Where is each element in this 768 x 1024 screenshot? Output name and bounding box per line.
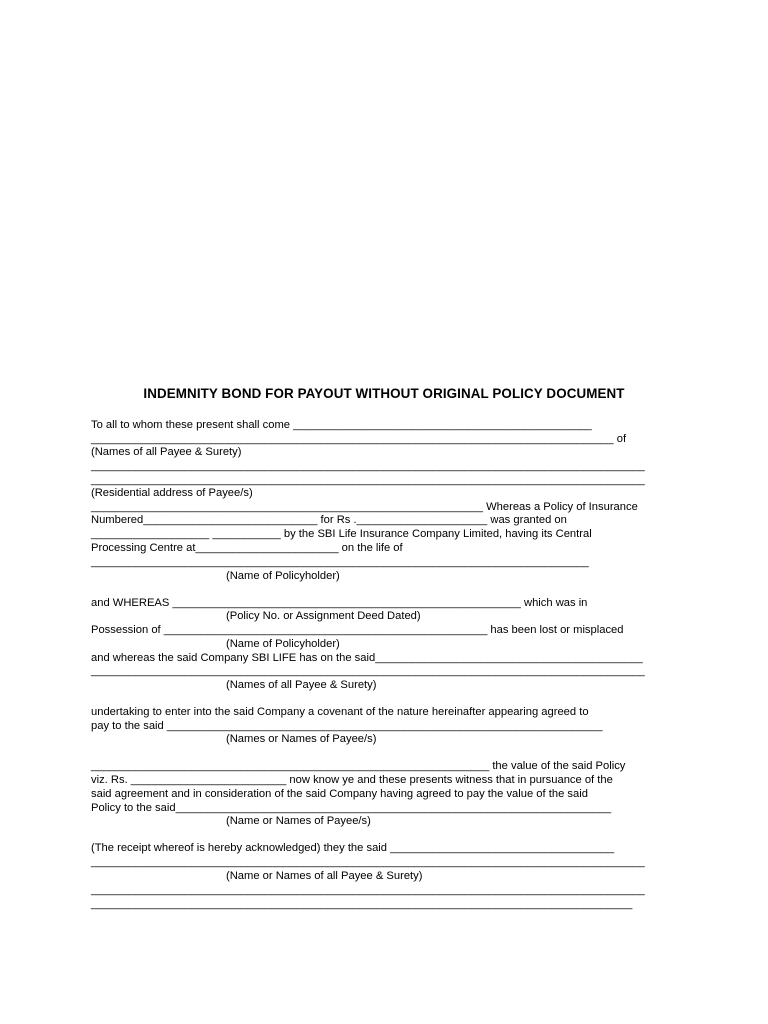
document-title: INDEMNITY BOND FOR PAYOUT WITHOUT ORIGINAL POLICY DOCUMENT — [143, 386, 625, 401]
blank-line: _______________________________________________________________________________________ — [91, 898, 633, 910]
text-line: viz. Rs. _________________________ now know ye and these presents witness that in pursuance of the — [91, 774, 613, 786]
text-line: To all to whom these present shall come ________________________________________________ — [91, 419, 592, 431]
text-line: pay to the said ______________________________________________________________________ — [91, 720, 603, 732]
text-line: Policy to the said______________________________________________________________________ — [91, 802, 612, 814]
blank-line: _________________________________________________________________________________________ — [91, 856, 645, 868]
text-line: undertaking to enter into the said Company a covenant of the nature hereinafter appearing agreed to — [91, 706, 589, 718]
text-line: and whereas the said Company SBI LIFE has on the said___________________________________________ — [91, 652, 643, 664]
field-caption: (Name of Policyholder) — [226, 638, 340, 650]
text-line: Possession of ____________________________________________________ has been lost or misplaced — [91, 624, 624, 636]
field-caption: (Policy No. or Assignment Deed Dated) — [226, 610, 421, 622]
blank-line: ________________________________________________________________________________ — [91, 556, 589, 568]
blank-line: _________________________________________________________________________________________ — [91, 884, 645, 896]
text-line: ____________________________________________________________________________________ of — [91, 433, 627, 445]
text-line: and WHEREAS ________________________________________________________ which was in — [91, 597, 588, 609]
field-caption: (Names or Names of Payee/s) — [226, 733, 377, 745]
text-line: ________________________________________________________________ the value of the said Policy — [91, 760, 626, 772]
field-caption: (Name or Names of all Payee & Surety) — [226, 870, 423, 882]
text-line: _______________________________________________________________ Whereas a Policy of Insurance — [91, 501, 638, 513]
field-caption: (Residential address of Payee/s) — [91, 487, 253, 499]
field-caption: (Names of all Payee & Surety) — [91, 446, 242, 458]
blank-line: _________________________________________________________________________________________ — [91, 474, 645, 486]
text-line: Numbered____________________________ for Rs ._____________________ was granted on — [91, 514, 567, 526]
field-caption: (Name of Policyholder) — [226, 570, 340, 582]
field-caption: (Name or Names of Payee/s) — [226, 815, 371, 827]
blank-line: _________________________________________________________________________________________ — [91, 665, 645, 677]
text-line: Processing Centre at_______________________ on the life of — [91, 542, 403, 554]
text-line: ___________________ ___________ by the SBI Life Insurance Company Limited, having its Central — [91, 528, 592, 540]
text-line: (The receipt whereof is hereby acknowledged) they the said ____________________________________ — [91, 842, 615, 854]
text-line: said agreement and in consideration of the said Company having agreed to pay the value of the said — [91, 788, 588, 800]
field-caption: (Names of all Payee & Surety) — [226, 679, 377, 691]
blank-line: _________________________________________________________________________________________ — [91, 460, 645, 472]
